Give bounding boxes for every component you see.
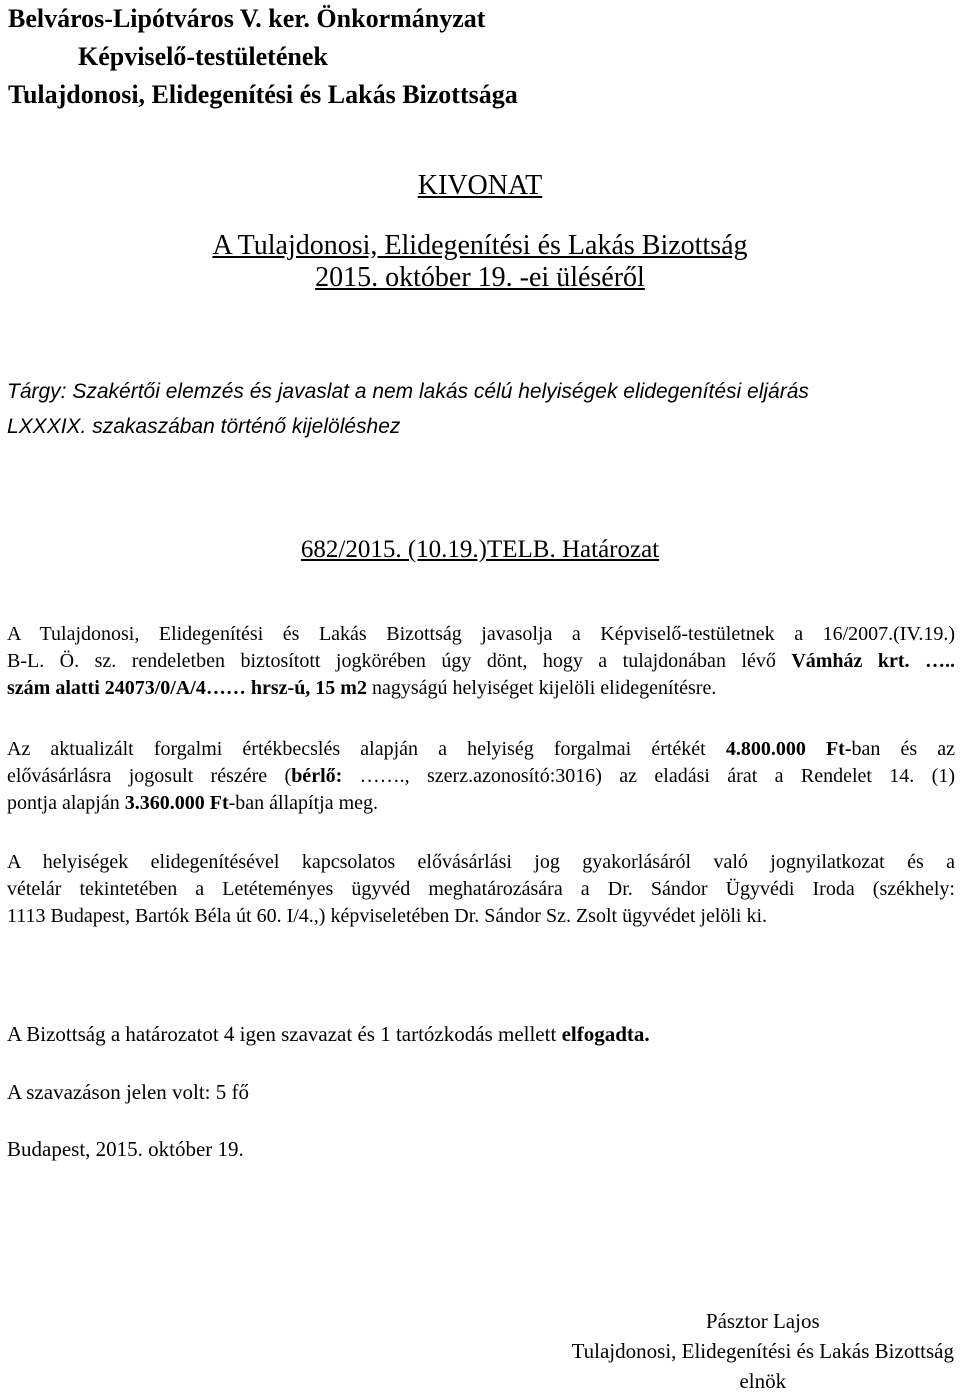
paragraph-line: 1113 Budapest, Bartók Béla út 60. I/4.,) képviseletében Dr. Sándor Sz. Zsolt ügyvédet jelöli ki. (7, 905, 768, 927)
subject (7, 374, 957, 444)
resolution-label: Határozat (561, 536, 660, 563)
signer-name: Pásztor Lajos (705, 1309, 820, 1333)
vote-result (7, 1022, 650, 1047)
paragraph-text: ban és az (851, 738, 955, 760)
vote-outcome: elfogadta. (561, 1022, 650, 1046)
paragraph-line: vételár tekintetében a Letéteményes ügyvéd meghatározására a Dr. Sándor Ügyvédi Iroda (székhely: (7, 878, 955, 900)
body-name: Képviselő-testületének (78, 42, 328, 71)
paragraph-text: B-L. Ö. sz. rendeletben biztosított jogkörében úgy dönt, hogy a tulajdonában lévő (7, 650, 792, 672)
tenant-label: bérlő: (291, 765, 360, 787)
paragraph-text: ……., szerz.azonosító:3016) az eladási árat a Rendelet 14. (1) (359, 765, 955, 787)
document-title: KIVONAT (417, 170, 543, 201)
property-id: szám alatti 24073/0/A/4…… hrsz-ú, 15 m2 (7, 677, 367, 699)
paragraph-text: Az aktualizált forgalmi értékbecslés alapján a helyiség forgalmai értékét (7, 738, 726, 760)
vote-text: A Bizottság a határozatot 4 igen szavazat és 1 tartózkodás mellett (7, 1022, 562, 1046)
resolution-paragraph-3 (7, 849, 955, 930)
paragraph-text: pontja alapján (7, 792, 125, 814)
paragraph-line: A Tulajdonosi, Elidegenítési és Lakás Bizottság javasolja a Képviselő-testületnek a 16/2007.(IV.19.) (7, 623, 955, 645)
paragraph-text: nagyságú helyiséget kijelöli elidegenítésre. (366, 677, 717, 699)
sale-price: 3.360.000 Ft (124, 792, 229, 814)
paragraph-line: A helyiségek elidegenítésével kapcsolatos elővásárlási jog gyakorlásáról való jognyilatkozat és a (7, 851, 955, 873)
place-and-date: Budapest, 2015. október 19. (7, 1137, 244, 1161)
institution-name: Belváros-Lipótváros V. ker. Önkormányzat (8, 4, 486, 33)
paragraph-text: elővásárlásra jogosult részére ( (7, 765, 292, 787)
resolution-paragraph-2 (7, 736, 955, 817)
attendance: A szavazáson jelen volt: 5 fő (7, 1080, 250, 1104)
meeting-date: 2015. október 19. -ei üléséről (315, 262, 645, 293)
paragraph-line (7, 736, 955, 763)
resolution-heading (0, 535, 960, 565)
paragraph-line (7, 763, 955, 790)
committee-name: Tulajdonosi, Elidegenítési és Lakás Bizottsága (8, 80, 518, 109)
market-value: 4.800.000 Ft- (725, 738, 852, 760)
paragraph-text: -ban állapítja meg. (228, 792, 379, 814)
property-address: Vámház krt. ….. (791, 650, 956, 672)
paragraph-line (7, 790, 955, 817)
signer-title: elnök (739, 1369, 787, 1393)
subject-line: Tárgy: Szakértői elemzés és javaslat a nem lakás célú helyiségek elidegenítési eljárás (7, 380, 809, 403)
meeting-committee: A Tulajdonosi, Elidegenítési és Lakás Bizottság (212, 230, 748, 261)
signature-block (572, 1306, 954, 1396)
resolution-number: 682/2015. (10.19.)TELB. (300, 536, 556, 563)
paragraph-line (7, 675, 955, 702)
resolution-paragraph-1 (7, 621, 955, 702)
paragraph-line (7, 648, 955, 675)
subject-line: LXXXIX. szakaszában történő kijelöléshez (7, 415, 401, 438)
signer-role: Tulajdonosi, Elidegenítési és Lakás Bizottság (571, 1339, 954, 1363)
